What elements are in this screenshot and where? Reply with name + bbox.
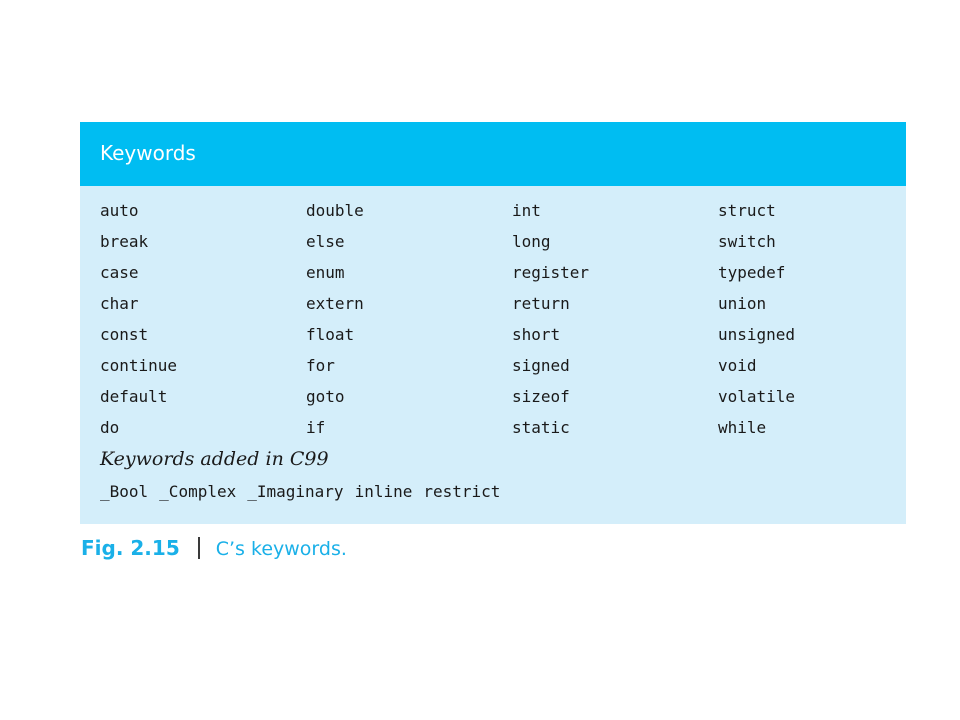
keyword-cell: case	[100, 263, 139, 282]
keyword-cell: break	[100, 232, 149, 251]
c99-keywords-row	[100, 480, 511, 504]
keyword-cell: register	[512, 263, 590, 282]
keyword-cell: return	[512, 294, 570, 313]
keyword-cell: if	[306, 418, 326, 437]
keyword-column-4	[718, 195, 918, 443]
keyword-cell: double	[306, 201, 364, 220]
keyword-column-1	[100, 195, 300, 443]
keywords-table	[80, 122, 906, 524]
figure-label: Fig. 2.15	[81, 536, 180, 560]
c99-keyword: _Bool	[100, 482, 149, 501]
c99-keyword: _Imaginary	[247, 482, 344, 501]
keyword-cell: float	[306, 325, 355, 344]
table-title: Keywords	[100, 141, 196, 165]
keyword-cell: long	[512, 232, 551, 251]
keyword-cell: union	[718, 294, 767, 313]
keyword-cell: unsigned	[718, 325, 796, 344]
keyword-cell: default	[100, 387, 168, 406]
keyword-cell: goto	[306, 387, 345, 406]
keyword-cell: for	[306, 356, 335, 375]
keyword-cell: char	[100, 294, 139, 313]
keyword-cell: do	[100, 418, 120, 437]
caption-divider	[198, 537, 200, 559]
c99-section-title: Keywords added in C99	[100, 448, 329, 470]
keyword-cell: short	[512, 325, 561, 344]
keyword-column-3	[512, 195, 712, 443]
keyword-cell: signed	[512, 356, 570, 375]
table-header	[80, 122, 906, 186]
keyword-cell: static	[512, 418, 570, 437]
keyword-cell: switch	[718, 232, 776, 251]
keyword-cell: void	[718, 356, 757, 375]
c99-keyword: inline	[354, 482, 413, 501]
keyword-cell: enum	[306, 263, 345, 282]
keyword-cell: typedef	[718, 263, 786, 282]
keyword-cell: sizeof	[512, 387, 570, 406]
keyword-cell: else	[306, 232, 345, 251]
keyword-column-2	[306, 195, 506, 443]
keyword-cell: struct	[718, 201, 776, 220]
keyword-cell: const	[100, 325, 149, 344]
figure-caption-text: C’s keywords.	[215, 538, 347, 560]
keyword-cell: int	[512, 201, 541, 220]
c99-keyword: _Complex	[159, 482, 237, 501]
keyword-cell: continue	[100, 356, 178, 375]
c99-keyword: restrict	[423, 482, 501, 501]
keyword-cell: volatile	[718, 387, 796, 406]
keyword-cell: while	[718, 418, 767, 437]
figure-caption	[81, 534, 347, 563]
keyword-cell: extern	[306, 294, 364, 313]
keyword-cell: auto	[100, 201, 139, 220]
